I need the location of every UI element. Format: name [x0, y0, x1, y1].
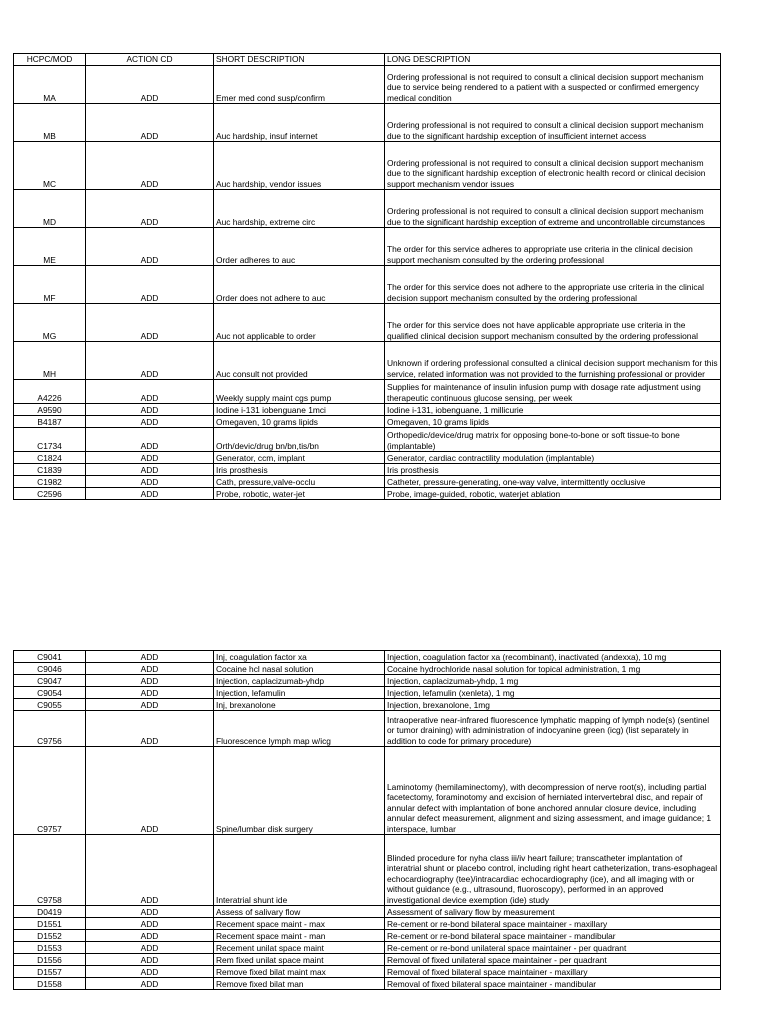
table-row — [14, 476, 721, 488]
long-description: Catheter, pressure-generating, one-way valve, intermittently occlusive — [385, 476, 721, 488]
hcpc-code: D0419 — [14, 906, 86, 918]
long-description: Probe, image-guided, robotic, waterjet ablation — [385, 488, 721, 500]
action-code: ADD — [86, 142, 214, 190]
hcpcs-table-2 — [13, 650, 721, 990]
action-code: ADD — [86, 675, 214, 687]
action-code: ADD — [86, 476, 214, 488]
hcpc-code: A4226 — [14, 380, 86, 404]
table-row — [14, 675, 721, 687]
table-row — [14, 380, 721, 404]
long-description: Re-cement or re-bond bilateral space maintainer - maxillary — [385, 918, 721, 930]
table-row — [14, 142, 721, 190]
short-description: Assess of salivary flow — [214, 906, 385, 918]
short-description: Generator, ccm, implant — [214, 452, 385, 464]
hcpc-code: MH — [14, 342, 86, 380]
short-description: Auc hardship, insuf internet — [214, 104, 385, 142]
action-code: ADD — [86, 651, 214, 663]
table-row — [14, 464, 721, 476]
action-code: ADD — [86, 711, 214, 747]
hcpc-code: C9757 — [14, 747, 86, 835]
hcpc-code: ME — [14, 228, 86, 266]
short-description: Weekly supply maint cgs pump — [214, 380, 385, 404]
hcpc-code: MF — [14, 266, 86, 304]
table-row — [14, 942, 721, 954]
action-code: ADD — [86, 835, 214, 906]
action-code: ADD — [86, 66, 214, 104]
table-row — [14, 488, 721, 500]
short-description: Order does not adhere to auc — [214, 266, 385, 304]
short-description: Fluorescence lymph map w/icg — [214, 711, 385, 747]
short-description: Omegaven, 10 grams lipids — [214, 416, 385, 428]
table-row — [14, 66, 721, 104]
short-description: Order adheres to auc — [214, 228, 385, 266]
short-description: Inj, coagulation factor xa — [214, 651, 385, 663]
header-action: ACTION CD — [86, 54, 214, 66]
hcpc-code: MA — [14, 66, 86, 104]
long-description: Removal of fixed bilateral space maintainer - maxillary — [385, 966, 721, 978]
table-row — [14, 428, 721, 452]
long-description: Injection, caplacizumab-yhdp, 1 mg — [385, 675, 721, 687]
table-row — [14, 304, 721, 342]
hcpc-code: C1839 — [14, 464, 86, 476]
hcpc-code: A9590 — [14, 404, 86, 416]
hcpc-code: D1551 — [14, 918, 86, 930]
table-row — [14, 190, 721, 228]
short-description: Iodine i-131 iobenguane 1mci — [214, 404, 385, 416]
long-description: Omegaven, 10 grams lipids — [385, 416, 721, 428]
long-description: Injection, coagulation factor xa (recombinant), inactivated (andexxa), 10 mg — [385, 651, 721, 663]
short-description: Orth/devic/drug bn/bn,tis/bn — [214, 428, 385, 452]
long-description: Removal of fixed bilateral space maintainer - mandibular — [385, 978, 721, 990]
hcpc-code: MG — [14, 304, 86, 342]
table-row — [14, 918, 721, 930]
action-code: ADD — [86, 228, 214, 266]
action-code: ADD — [86, 452, 214, 464]
hcpc-code: D1558 — [14, 978, 86, 990]
action-code: ADD — [86, 304, 214, 342]
table-row — [14, 651, 721, 663]
short-description: Recement unilat space maint — [214, 942, 385, 954]
short-description: Interatrial shunt ide — [214, 835, 385, 906]
hcpcs-table-1 — [13, 53, 721, 500]
action-code: ADD — [86, 906, 214, 918]
long-description: Re-cement or re-bond bilateral space maintainer - mandibular — [385, 930, 721, 942]
table-row — [14, 699, 721, 711]
action-code: ADD — [86, 428, 214, 452]
table-row — [14, 978, 721, 990]
table-row — [14, 342, 721, 380]
short-description: Cath, pressure,valve-occlu — [214, 476, 385, 488]
hcpc-code: C2596 — [14, 488, 86, 500]
long-description: Iodine i-131, iobenguane, 1 millicurie — [385, 404, 721, 416]
long-description: Injection, brexanolone, 1mg — [385, 699, 721, 711]
header-short-description: SHORT DESCRIPTION — [214, 54, 385, 66]
short-description: Emer med cond susp/confirm — [214, 66, 385, 104]
action-code: ADD — [86, 488, 214, 500]
short-description: Recement space maint - man — [214, 930, 385, 942]
table-row — [14, 711, 721, 747]
long-description: Supplies for maintenance of insulin infusion pump with dosage rate adjustment using therapeutic continuous glucose sensing, per week — [385, 380, 721, 404]
header-long-description: LONG DESCRIPTION — [385, 54, 721, 66]
short-description: Auc consult not provided — [214, 342, 385, 380]
hcpc-code: MD — [14, 190, 86, 228]
short-description: Cocaine hcl nasal solution — [214, 663, 385, 675]
hcpc-code: MB — [14, 104, 86, 142]
short-description: Spine/lumbar disk surgery — [214, 747, 385, 835]
action-code: ADD — [86, 190, 214, 228]
action-code: ADD — [86, 663, 214, 675]
action-code: ADD — [86, 687, 214, 699]
short-description: Auc hardship, vendor issues — [214, 142, 385, 190]
table-row — [14, 930, 721, 942]
short-description: Probe, robotic, water-jet — [214, 488, 385, 500]
table-row — [14, 835, 721, 906]
table-row — [14, 452, 721, 464]
table-row — [14, 663, 721, 675]
action-code: ADD — [86, 966, 214, 978]
action-code: ADD — [86, 918, 214, 930]
short-description: Remove fixed bilat maint max — [214, 966, 385, 978]
table-row — [14, 954, 721, 966]
hcpc-code: C1982 — [14, 476, 86, 488]
action-code: ADD — [86, 747, 214, 835]
action-code: ADD — [86, 954, 214, 966]
long-description: The order for this service does not have applicable appropriate use criteria in the qualified clinical decision support mechanism consulted by the ordering professional — [385, 304, 721, 342]
hcpc-code: B4187 — [14, 416, 86, 428]
short-description: Iris prosthesis — [214, 464, 385, 476]
table-row — [14, 266, 721, 304]
action-code: ADD — [86, 978, 214, 990]
short-description: Auc not applicable to order — [214, 304, 385, 342]
table-row — [14, 687, 721, 699]
long-description: Ordering professional is not required to consult a clinical decision support mechanism due to the significant hardship exception of insufficient internet access — [385, 104, 721, 142]
hcpc-code: C9041 — [14, 651, 86, 663]
table-row — [14, 747, 721, 835]
table-row — [14, 104, 721, 142]
hcpc-code: C9756 — [14, 711, 86, 747]
table-row — [14, 228, 721, 266]
long-description: Removal of fixed unilateral space maintainer - per quadrant — [385, 954, 721, 966]
hcpc-code: C9054 — [14, 687, 86, 699]
hcpc-code: C1824 — [14, 452, 86, 464]
long-description: The order for this service adheres to appropriate use criteria in the clinical decision support mechanism consulted by the ordering professional — [385, 228, 721, 266]
action-code: ADD — [86, 416, 214, 428]
table-row — [14, 416, 721, 428]
short-description: Injection, caplacizumab-yhdp — [214, 675, 385, 687]
action-code: ADD — [86, 342, 214, 380]
hcpc-code: D1553 — [14, 942, 86, 954]
long-description: Intraoperative near-infrared fluorescence lymphatic mapping of lymph node(s) (sentinel or tumor draining) with administration of indocyanine green (icg) (list separately in addition to code for primary procedure) — [385, 711, 721, 747]
action-code: ADD — [86, 930, 214, 942]
action-code: ADD — [86, 464, 214, 476]
short-description: Auc hardship, extreme circ — [214, 190, 385, 228]
hcpc-code: MC — [14, 142, 86, 190]
hcpc-code: C9046 — [14, 663, 86, 675]
long-description: Re-cement or re-bond unilateral space maintainer - per quadrant — [385, 942, 721, 954]
short-description: Remove fixed bilat man — [214, 978, 385, 990]
short-description: Injection, lefamulin — [214, 687, 385, 699]
long-description: Generator, cardiac contractility modulation (implantable) — [385, 452, 721, 464]
long-description: The order for this service does not adhere to the appropriate use criteria in the clinical decision support mechanism consulted by the ordering professional — [385, 266, 721, 304]
long-description: Ordering professional is not required to consult a clinical decision support mechanism due to the significant hardship exception of extreme and uncontrollable circumstances — [385, 190, 721, 228]
short-description: Rem fixed unilat space maint — [214, 954, 385, 966]
action-code: ADD — [86, 404, 214, 416]
hcpc-code: D1557 — [14, 966, 86, 978]
table-row — [14, 966, 721, 978]
long-description: Injection, lefamulin (xenleta), 1 mg — [385, 687, 721, 699]
table-row — [14, 404, 721, 416]
hcpc-code: C9047 — [14, 675, 86, 687]
long-description: Unknown if ordering professional consulted a clinical decision support mechanism for this service, related information was not provided to the furnishing professional or provider — [385, 342, 721, 380]
table-row — [14, 906, 721, 918]
long-description: Laminotomy (hemilaminectomy), with decompression of nerve root(s), including partial facetectomy, foraminotomy and excision of herniated intervertebral disc, and repair of annular defect with implantation of bone anchored annular closure device, including annular defect measurement, alignment and sizing assessment, and image guidance; 1 interspace, lumbar — [385, 747, 721, 835]
action-code: ADD — [86, 699, 214, 711]
hcpc-code: C1734 — [14, 428, 86, 452]
long-description: Blinded procedure for nyha class iii/iv heart failure; transcatheter implantation of interatrial shunt or placebo control, including right heart catheterization, trans-esophageal echocardiography (tee)/intracardiac echocardiography (ice), and all imaging with or without guidance (e.g., ultrasound, fluoroscopy), performed in an approved investigational device exemption (ide) study — [385, 835, 721, 906]
hcpc-code: C9055 — [14, 699, 86, 711]
long-description: Iris prosthesis — [385, 464, 721, 476]
hcpc-code: C9758 — [14, 835, 86, 906]
action-code: ADD — [86, 266, 214, 304]
long-description: Cocaine hydrochloride nasal solution for topical administration, 1 mg — [385, 663, 721, 675]
long-description: Ordering professional is not required to consult a clinical decision support mechanism due to the significant hardship exception of electronic health record or clinical decision support mechanism vendor issues — [385, 142, 721, 190]
short-description: Inj, brexanolone — [214, 699, 385, 711]
long-description: Assessment of salivary flow by measurement — [385, 906, 721, 918]
action-code: ADD — [86, 104, 214, 142]
short-description: Recement space maint - max — [214, 918, 385, 930]
long-description: Orthopedic/device/drug matrix for opposing bone-to-bone or soft tissue-to bone (implantable) — [385, 428, 721, 452]
hcpc-code: D1556 — [14, 954, 86, 966]
header-hcpc: HCPC/MOD — [14, 54, 86, 66]
long-description: Ordering professional is not required to consult a clinical decision support mechanism due to service being rendered to a patient with a suspected or confirmed emergency medical condition — [385, 66, 721, 104]
hcpc-code: D1552 — [14, 930, 86, 942]
action-code: ADD — [86, 380, 214, 404]
table-header-row — [14, 54, 721, 66]
action-code: ADD — [86, 942, 214, 954]
